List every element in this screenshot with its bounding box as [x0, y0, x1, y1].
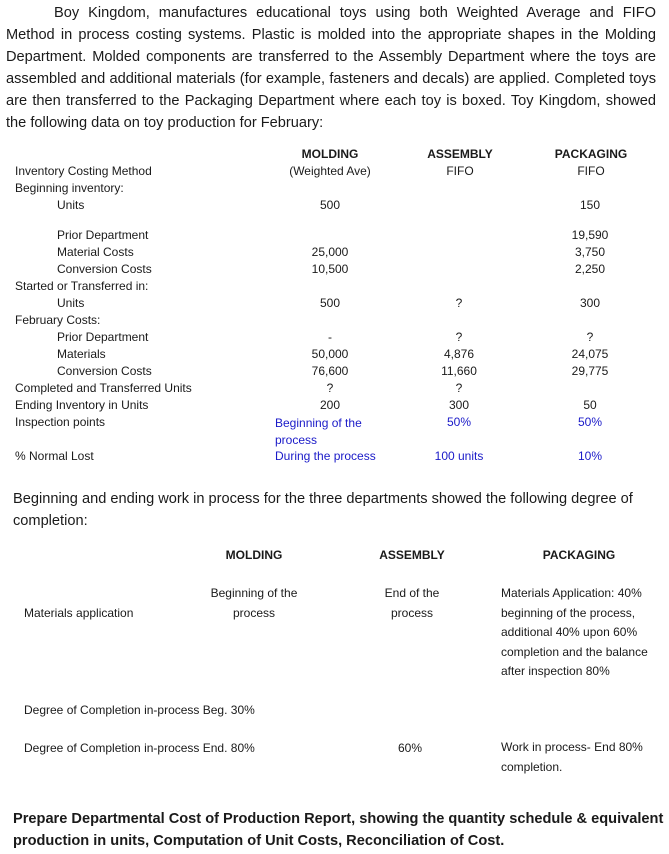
col-header-assembly: ASSEMBLY	[379, 548, 445, 562]
row-label: Prior Department	[57, 330, 149, 344]
packaging-cell: 10%	[577, 449, 603, 463]
packaging-cell: 300	[579, 296, 601, 310]
packaging-cell: ?	[586, 330, 594, 344]
packaging-cell: 50	[583, 398, 597, 412]
assembly-materials: End of the process	[384, 586, 440, 620]
molding-cell: -	[328, 330, 332, 344]
assembly-cell: 300	[448, 398, 470, 412]
instruction-text: Prepare Departmental Cost of Production Report, showing the quantity schedule & equivalent production in units, Computation of Unit Costs, Reconciliation of Cost.	[13, 811, 664, 849]
molding-cell: 10,500	[311, 262, 349, 276]
row-label: % Normal Lost	[15, 449, 94, 463]
assembly-cell: 11,660	[441, 364, 477, 378]
row-label: Inventory Costing Method	[15, 164, 152, 178]
molding-cell: 500	[319, 296, 341, 310]
intro-paragraph: Boy Kingdom, manufactures educational toys using both Weighted Average and FIFO Method in process costing systems. Plastic is molded into the appropriate shapes in the Molding Department. Molded components are transferred to the Assembly Department where the toys are assembled and additional materials (for example, fasteners and decals) are applied. Completed toys are then transferred to the Packaging Department where each toy is boxed. Toy Kingdom, showed the following data on toy production for February:	[6, 5, 656, 132]
molding-cell: 76,600	[311, 364, 349, 378]
row-label: Completed and Transferred Units	[15, 381, 192, 395]
molding-cell: During the process	[275, 449, 376, 463]
molding-cell: (Weighted Ave)	[289, 164, 371, 178]
row-label: Conversion Costs	[57, 364, 152, 378]
row-label: Started or Transferred in:	[15, 279, 149, 293]
molding-inspection-cell: Beginning of the process	[275, 416, 362, 447]
molding-materials: Beginning of the process	[210, 586, 298, 620]
assembly-ending-completion: 60%	[397, 741, 423, 755]
assembly-cell: 100 units	[434, 449, 484, 463]
row-label: Inspection points	[15, 415, 106, 429]
row-label: Units	[57, 296, 85, 310]
materials-application-label: Materials application	[24, 606, 134, 620]
row-label: Units	[57, 198, 85, 212]
col-header-molding: MOLDING	[225, 548, 283, 562]
assembly-cell: ?	[455, 330, 463, 344]
row-label: Ending Inventory in Units	[15, 398, 149, 412]
molding-cell: 500	[319, 198, 341, 212]
beginning-completion-label: Degree of Completion in-process Beg. 30%	[24, 703, 255, 717]
packaging-cell: 29,775	[571, 364, 609, 378]
assembly-cell: FIFO	[446, 164, 474, 178]
row-label: February Costs:	[15, 313, 101, 327]
assembly-cell: 50%	[446, 415, 472, 429]
packaging-cell: 50%	[577, 415, 603, 429]
row-label: Beginning inventory:	[15, 181, 124, 195]
col-header-molding: MOLDING	[301, 147, 359, 161]
molding-cell: ?	[326, 381, 334, 395]
packaging-cell: 150	[579, 198, 601, 212]
packaging-cell: 19,590	[571, 228, 609, 242]
molding-cell: 50,000	[311, 347, 349, 361]
row-label: Conversion Costs	[57, 262, 152, 276]
col-header-assembly: ASSEMBLY	[427, 147, 493, 161]
row-label: Material Costs	[57, 245, 134, 259]
assembly-cell: 4,876	[443, 347, 475, 361]
row-label: Materials	[57, 347, 106, 361]
packaging-cell: 24,075	[571, 347, 609, 361]
assembly-cell: ?	[455, 381, 463, 395]
packaging-cell: 3,750	[574, 245, 606, 259]
molding-cell: 25,000	[311, 245, 349, 259]
packaging-materials: Materials Application: 40% beginning of the process, additional 40% upon 60% completion and the balance after inspection 80%	[501, 586, 648, 678]
row-label: Prior Department	[57, 228, 149, 242]
packaging-cell: 2,250	[574, 262, 606, 276]
col-header-packaging: PACKAGING	[542, 548, 616, 562]
packaging-ending-completion: Work in process- End 80% completion.	[501, 740, 643, 774]
packaging-cell: FIFO	[577, 164, 605, 178]
molding-cell: 200	[319, 398, 341, 412]
col-header-packaging: PACKAGING	[554, 147, 628, 161]
assembly-cell: ?	[455, 296, 463, 310]
completion-intro: Beginning and ending work in process for the three departments showed the following degree of completion:	[13, 491, 633, 529]
ending-completion-label: Degree of Completion in-process End. 80%	[24, 741, 255, 755]
